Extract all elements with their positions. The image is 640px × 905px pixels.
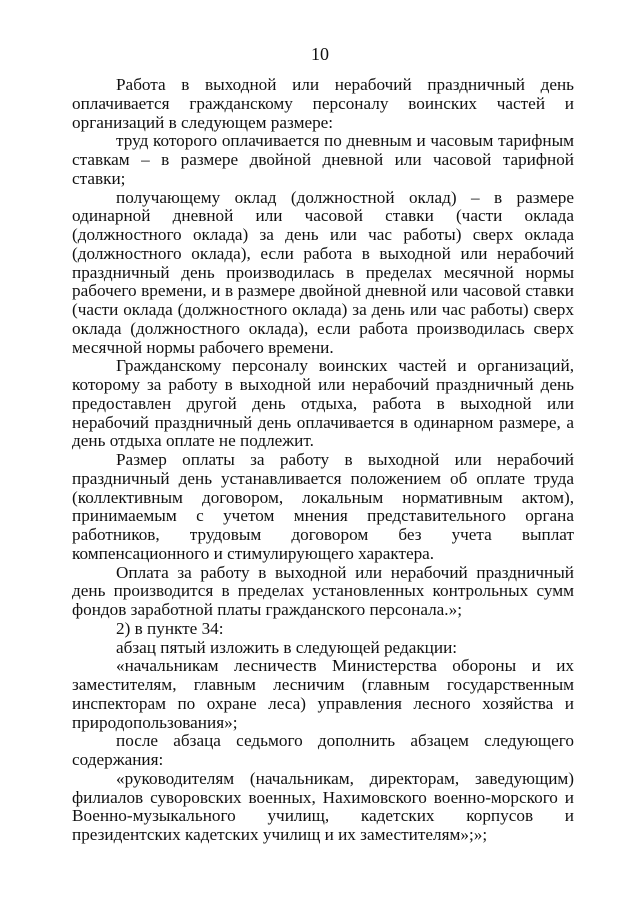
paragraph-school-heads: «руководителям (начальникам, директорам, заведующим) филиалов суворовских военных, Нахимовского военно-морского и Военно-музыкального училищ, кадетских корпусов и президентских кадетских училищ и их заместителям»;»; bbox=[72, 768, 574, 844]
paragraph-forestry-heads: «начальникам лесничеств Министерства обороны и их заместителям, главным лесничим (главным государственным инспекторам по охране леса) управления лесного хозяйства и природопользования»; bbox=[72, 656, 574, 732]
paragraph-holiday-pay-intro: Работа в выходной или нерабочий праздничный день оплачивается гражданскому персоналу воинских частей и организаций в следующем размере: bbox=[72, 75, 574, 132]
page-number: 10 bbox=[311, 44, 329, 64]
paragraph-item-34: 2) в пункте 34: bbox=[116, 618, 224, 638]
paragraph-after-seventh: после абзаца седьмого дополнить абзацем следующего содержания: bbox=[72, 731, 574, 769]
paragraph-day-off: Гражданскому персоналу воинских частей и организаций, которому за работу в выходной или нерабочий праздничный день предоставлен другой день отдыха, работа в выходной или нерабочий праздничный день оплачивается в одинарном размере, а день отдыха оплате не подлежит. bbox=[72, 356, 574, 451]
document-body bbox=[72, 76, 574, 845]
paragraph-pay-limits: Оплата за работу в выходной или нерабочий праздничный день производится в пределах установленных контрольных сумм фондов заработной платы гражданского персонала.»; bbox=[72, 562, 574, 619]
paragraph-tariff-rates: труд которого оплачивается по дневным и часовым тарифным ставкам – в размере двойной дневной или часовой тарифной ставки; bbox=[72, 131, 574, 188]
paragraph-salary-recipients: получающему оклад (должностной оклад) – в размере одинарной дневной или часовой ставки (части оклада (должностного оклада) за день или час работы) сверх оклада (должностного оклада), если работа в выходной или нерабочий праздничный день производилась в пределах месячной нормы рабочего времени, и в размере двойной дневной или часовой ставки (части оклада (должностного оклада) за день или час работы) сверх оклада (должностного оклада), если работа производилась сверх месячной нормы рабочего времени. bbox=[72, 187, 574, 357]
paragraph-pay-amount: Размер оплаты за работу в выходной или нерабочий праздничный день устанавливается положением об оплате труда (коллективным договором, локальным нормативным актом), принимаемым с учетом мнения представительного органа работников, трудовым договором без учета выплат компенсационного и стимулирующего характера. bbox=[72, 450, 574, 563]
paragraph-fifth-abzac: абзац пятый изложить в следующей редакции: bbox=[116, 637, 458, 657]
